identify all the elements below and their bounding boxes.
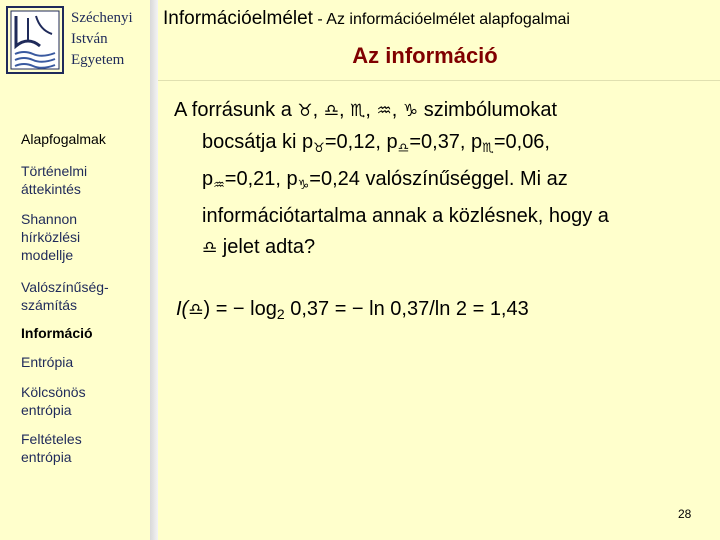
symbol-d-icon: ♒ — [376, 101, 392, 121]
page-title: Az információ — [352, 43, 498, 68]
text-l1-start: A forrásunk a — [174, 99, 298, 121]
sep-4: , — [391, 99, 403, 121]
formula-lhs-close: ) — [203, 298, 211, 320]
university-line-3: Egyetem — [71, 52, 125, 68]
text-pe: =0,24 valószínűséggel. Mi az — [309, 168, 568, 190]
slide-header — [163, 8, 718, 30]
sep-3: , — [365, 99, 377, 121]
subscript-c-icon: ♏ — [482, 141, 494, 156]
nav-item-informacio[interactable]: Információ — [21, 325, 93, 341]
text-pa: =0,12, p — [324, 131, 398, 153]
text-pb: =0,37, p — [409, 131, 483, 153]
university-line-2: István — [71, 31, 108, 47]
university-line-1: Széchenyi — [71, 10, 133, 26]
formula-lhs-open: I( — [176, 298, 189, 320]
information-formula — [176, 298, 706, 322]
subscript-a-icon: ♉ — [313, 141, 325, 156]
nav-item-tortenelmi-attekintes[interactable]: Történelmi áttekintés — [21, 163, 88, 197]
symbol-e-icon: ♑ — [402, 101, 419, 121]
problem-line-1 — [174, 95, 704, 127]
sidebar-divider — [150, 0, 158, 540]
symbol-b-icon: ♎ — [323, 101, 340, 121]
problem-text — [174, 95, 704, 264]
subscript-e-icon: ♑ — [297, 178, 310, 193]
subscript-d-icon: ♒ — [213, 178, 225, 193]
problem-line-5 — [174, 232, 704, 264]
text-l5-end: jelet adta? — [217, 236, 316, 258]
text-l2-start: bocsátja ki p — [202, 131, 314, 153]
text-l1-end: szimbólumokat — [418, 99, 558, 121]
text-pc: =0,06, — [493, 131, 550, 153]
university-logo-icon — [6, 6, 64, 74]
nav-item-valoszinusegszamitas[interactable] — [21, 278, 133, 314]
nav-item-kolcsonos-entropia[interactable]: Kölcsönös entrópia — [21, 384, 86, 418]
text-pd: =0,21, p — [224, 168, 298, 190]
nav-heading-alapfogalmak[interactable]: Alapfogalmak — [21, 131, 106, 147]
symbol-c-icon: ♏ — [350, 101, 366, 121]
university-name — [71, 8, 151, 71]
nav-item-shannon-modell[interactable]: Shannon hírközlési modellje — [21, 211, 81, 263]
formula-part-2: 0,37 = − ln 0,37/ln 2 = 1,43 — [284, 298, 529, 320]
nav-item-entropia[interactable]: Entrópia — [21, 354, 74, 370]
nav-item-felteteles-entropia[interactable]: Feltételes entrópia — [21, 431, 82, 465]
title-divider — [158, 80, 720, 81]
symbol-a-icon: ♉ — [297, 101, 313, 121]
formula-part-1: = − log — [210, 298, 277, 320]
problem-line-4: információtartalma annak a közlésnek, hogy a — [202, 205, 609, 227]
problem-line-3 — [174, 164, 704, 201]
sep-1: , — [312, 99, 324, 121]
formula-log-base: 2 — [276, 306, 285, 322]
course-name: Információelmélet — [163, 8, 313, 29]
header-separator: - — [312, 11, 327, 28]
text-l3-start: p — [202, 168, 214, 190]
topic-name: Az információelmélet alapfogalmai — [326, 11, 570, 28]
subscript-b-icon: ♎ — [397, 141, 410, 156]
page-number: 28 — [678, 507, 692, 521]
formula-symbol-b-icon: ♎ — [188, 300, 204, 320]
problem-line-2 — [174, 127, 704, 164]
symbol-b-inline-icon: ♎ — [202, 238, 218, 258]
nav-item-valoszinusegszamitas-label: Valószínűség-számítás — [21, 279, 109, 313]
sep-2: , — [339, 99, 351, 121]
